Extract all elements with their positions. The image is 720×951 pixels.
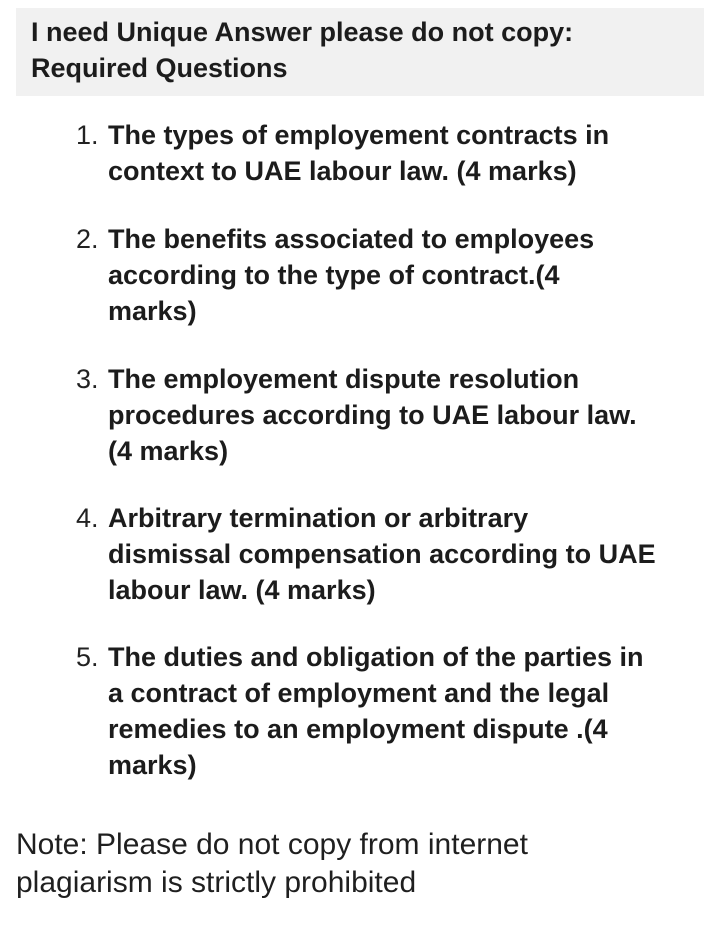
question-text-line: dismissal compensation according to UAE (108, 539, 656, 569)
question-text-line: context to UAE labour law. (4 marks) (108, 156, 577, 186)
note-text: Note: Please do not copy from internet (16, 828, 528, 861)
header-subtitle: Required Questions (31, 53, 288, 83)
question-text-line: The duties and obligation of the parties in (108, 642, 644, 672)
question-text-line: procedures according to UAE labour law. (108, 400, 637, 430)
header-title: I need Unique Answer please do not copy: (31, 17, 574, 47)
question-text-line: The benefits associated to employees (108, 224, 595, 254)
question-text-line: (4 marks) (108, 436, 229, 466)
question-number: 5. (76, 642, 99, 672)
question-number: 2. (76, 224, 99, 254)
question-text-line: marks) (108, 750, 197, 780)
question-text-line: Arbitrary termination or arbitrary (108, 503, 529, 533)
question-text-line: according to the type of contract.(4 (108, 260, 560, 290)
question-text-line: marks) (108, 296, 197, 326)
question-text-line: labour law. (4 marks) (108, 575, 376, 605)
question-number: 3. (76, 364, 99, 394)
question-text-line: a contract of employment and the legal (108, 678, 610, 708)
question-number: 4. (76, 503, 99, 533)
note-text: plagiarism is strictly prohibited (16, 866, 417, 899)
question-text-line: The types of employement contracts in (108, 120, 610, 150)
question-number: 1. (76, 120, 99, 150)
question-text-line: The employement dispute resolution (108, 364, 580, 394)
question-text-line: remedies to an employment dispute .(4 (108, 714, 608, 744)
